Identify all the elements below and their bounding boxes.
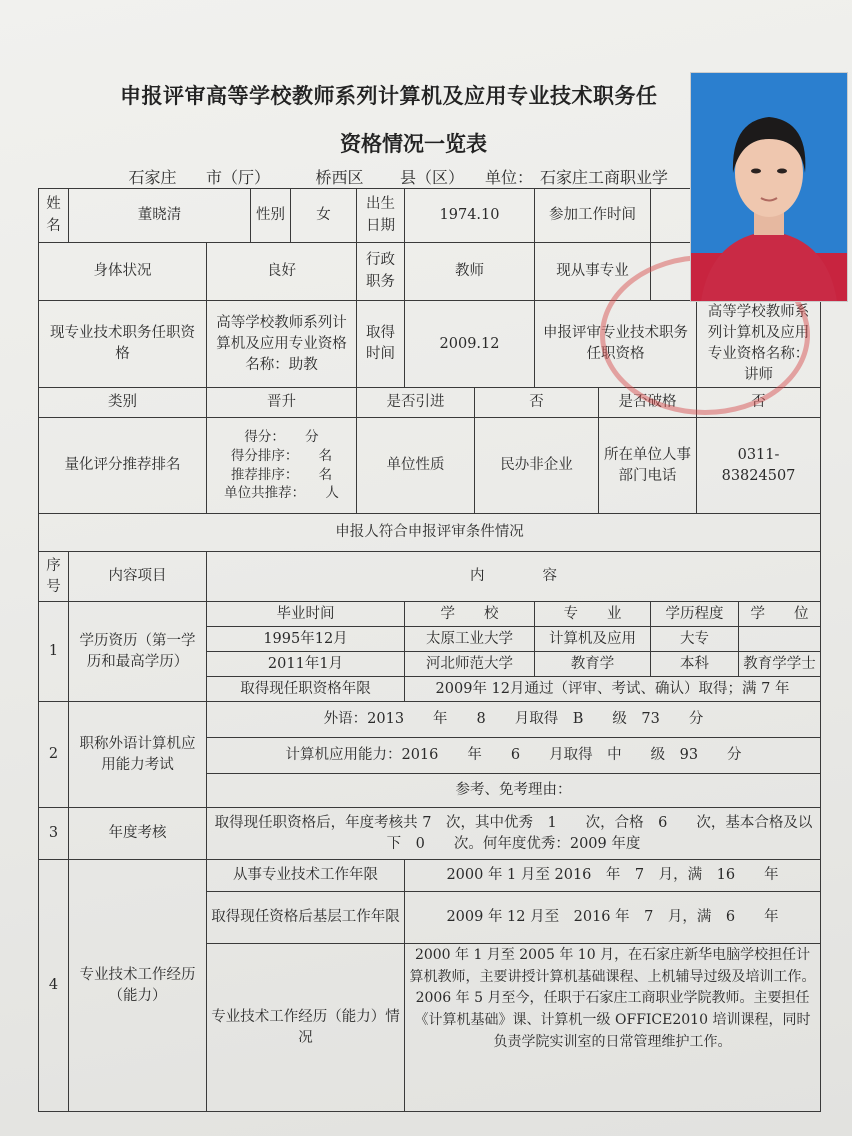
applicant-photo [690,72,848,302]
obtain-time-value: 2009.12 [405,301,535,388]
score-line: 得分： 分 [244,428,319,445]
admin-post-label: 行政职务 [357,243,405,301]
name-label: 姓名 [39,189,69,243]
admin-post-value: 教师 [405,243,535,301]
score-rank-line: 得分排序： 名 [230,447,333,464]
edu-years-value: 2009年 12月通过（评审、考试、确认）取得；满 7 年 [405,677,821,702]
name-value: 董晓清 [69,189,251,243]
current-title-label: 现专业技术职务任职资格 [39,301,207,388]
edu-row-1-school: 太原工业大学 [405,627,535,652]
hr-phone-value: 0311-83824507 [697,418,821,514]
birth-value: 1974.10 [405,189,535,243]
introduced-label: 是否引进 [357,388,475,418]
major-label: 现从事专业 [535,243,651,301]
edu-years-label: 取得现任职资格年限 [207,677,405,702]
category-value: 晋升 [207,388,357,418]
edu-row-2-time: 2011年1月 [207,652,405,677]
exp-years-value: 2000 年 1 月至 2016 年 7 月，满 16 年 [405,860,821,892]
exp-no: 4 [39,860,69,1112]
edu-row-2-level: 本科 [651,652,739,677]
lang-label: 职称外语计算机应用能力考试 [69,702,207,808]
exp-detail-para-1: 2000 年 1 月至 2005 年 10 月，在石家庄新华电脑学校担任计算机教师，主要讲授计算机基础课程、上机辅导过级及培训工作。 [409,947,816,985]
edu-row-1-major: 计算机及应用 [535,627,651,652]
district-suffix: 县（区） [400,168,465,187]
exp-years-label: 从事专业技术工作年限 [207,860,405,892]
lang-no: 2 [39,702,69,808]
edu-row-1-level: 大专 [651,627,739,652]
edu-row-2-school: 河北师范大学 [405,652,535,677]
edu-row-1-degree [739,627,821,652]
edu-header-degree: 学 位 [739,602,821,627]
introduced-value: 否 [475,388,599,418]
col-content-header: 内 容 [207,552,821,602]
hr-phone-label: 所在单位人事部门电话 [599,418,697,514]
apply-title-value: 高等学校教师系列计算机及应用专业资格名称：讲师 [697,301,821,388]
edu-header-grad-time: 毕业时间 [207,602,405,627]
rec-rank-line: 推荐排序： 名 [230,466,333,483]
assess-label: 年度考核 [69,808,207,860]
edu-no: 1 [39,602,69,702]
work-start-label: 参加工作时间 [535,189,651,243]
exp-label: 专业技术工作经历（能力） [69,860,207,1112]
edu-header-major: 专 业 [535,602,651,627]
exception-label: 是否破格 [599,388,697,418]
exp-detail-para-2: 2006 年 5 月至今，任职于石家庄工商职业学院教师。主要担任《计算机基础》课、计算机一级 OFFICE2010 培训课程，同时负责学院实训室的日常管理维护工作。 [414,990,811,1050]
edu-label: 学历资历（第一学历和最高学历） [69,602,207,702]
sex-label: 性别 [251,189,291,243]
unit-total-line: 单位共推荐： 人 [224,485,339,502]
category-label: 类别 [39,388,207,418]
unit-value: 石家庄工商职业学 [540,165,700,189]
portrait-image [691,73,847,301]
unit-nature-label: 单位性质 [357,418,475,514]
unit-label: 单位： [485,168,534,187]
edu-row-2-major: 教育学 [535,652,651,677]
exp-detail-label: 专业技术工作经历（能力）情况 [207,944,405,1112]
computer-skill-line: 计算机应用能力：2016 年 6 月取得 中 级 93 分 [207,738,821,774]
city-suffix: 市（厅） [206,168,271,187]
form-subtitle: 资格情况一览表 [340,132,487,156]
district-value: 桥西区 [282,165,397,189]
edu-row-2-degree: 教育学学士 [739,652,821,677]
edu-row-1-time: 1995年12月 [207,627,405,652]
exception-value: 否 [697,388,821,418]
exp-detail-block [405,944,821,1112]
birth-label: 出生日期 [357,189,405,243]
unit-line [100,165,700,189]
score-label: 量化评分推荐排名 [39,418,207,514]
apply-title-label: 申报评审专业技术职务任职资格 [535,301,697,388]
city-value: 石家庄 [100,165,205,189]
grassroots-label: 取得现任资格后基层工作年限 [207,892,405,944]
edu-header-school: 学 校 [405,602,535,627]
col-no-header: 序号 [39,552,69,602]
health-label: 身体状况 [39,243,207,301]
edu-header-level: 学历程度 [651,602,739,627]
sex-value: 女 [291,189,357,243]
form-title: 申报评审高等学校教师系列计算机及应用专业技术职务任 [120,84,658,108]
foreign-language-line: 外语：2013 年 8 月取得 B 级 73 分 [207,702,821,738]
assess-no: 3 [39,808,69,860]
exemption-line: 参考、免考理由： [207,774,821,808]
grassroots-value: 2009 年 12 月至 2016 年 7 月，满 6 年 [405,892,821,944]
health-value: 良好 [207,243,357,301]
col-item-header: 内容项目 [69,552,207,602]
score-block [207,418,357,514]
current-title-value: 高等学校教师系列计算机及应用专业资格名称：助教 [207,301,357,388]
assess-text: 取得现任职资格后，年度考核共 7 次，其中优秀 1 次，合格 6 次，基本合格及以下 0 次。何年度优秀：2009 年度 [207,808,821,860]
obtain-time-label: 取得时间 [357,301,405,388]
unit-nature-value: 民办非企业 [475,418,599,514]
conditions-title: 申报人符合申报评审条件情况 [39,514,821,552]
